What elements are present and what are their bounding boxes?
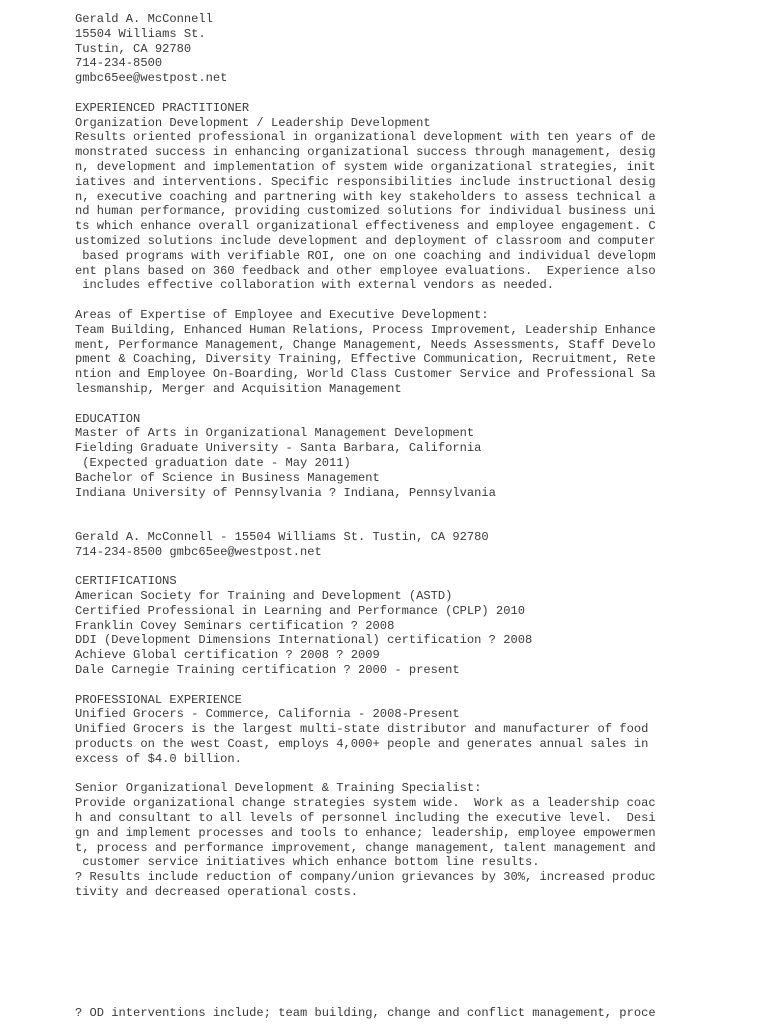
company-line: excess of $4.0 billion. bbox=[75, 751, 242, 766]
contact-street: 15504 Williams St. bbox=[75, 26, 206, 41]
section-subheading: Organization Development / Leadership Development bbox=[75, 115, 431, 130]
summary-line: Results oriented professional in organizational development with ten years of de bbox=[75, 130, 656, 145]
resume-document bbox=[75, 12, 675, 900]
certification-line: Certified Professional in Learning and Performance (CPLP) 2010 bbox=[75, 603, 525, 618]
summary-line: monstrated success in enhancing organizational success through management, desig bbox=[75, 145, 656, 160]
expertise-section bbox=[75, 308, 675, 397]
section-heading: PROFESSIONAL EXPERIENCE bbox=[75, 692, 242, 707]
company-line: Unified Grocers - Commerce, California - 2008-Present bbox=[75, 707, 460, 722]
summary-line: ent plans based on 360 feedback and other employee evaluations. Experience also bbox=[75, 263, 656, 278]
certification-line: DDI (Development Dimensions International) certification ? 2008 bbox=[75, 633, 533, 648]
expertise-line: pment & Coaching, Diversity Training, Effective Communication, Recruitment, Rete bbox=[75, 352, 656, 367]
summary-line: nd human performance, providing customized solutions for individual business uni bbox=[75, 204, 656, 219]
role-title: Senior Organizational Development & Training Specialist: bbox=[75, 781, 482, 796]
expertise-line: ment, Performance Management, Change Management, Needs Assessments, Staff Develo bbox=[75, 337, 656, 352]
section-heading: EXPERIENCED PRACTITIONER bbox=[75, 100, 250, 115]
summary-line: ts which enhance overall organizational effectiveness and employee engagement. C bbox=[75, 219, 656, 234]
expertise-line: lesmanship, Merger and Acquisition Management bbox=[75, 381, 402, 396]
role-line: Provide organizational change strategies system wide. Work as a leadership coac bbox=[75, 796, 656, 811]
company-line: Unified Grocers is the largest multi-state distributor and manufacturer of food bbox=[75, 722, 649, 737]
summary-line: based programs with verifiable ROI, one on one coaching and individual developm bbox=[75, 248, 656, 263]
education-line: Master of Arts in Organizational Management Development bbox=[75, 426, 475, 441]
page-header-line: 714-234-8500 gmbc65ee@westpost.net bbox=[75, 544, 322, 559]
role-line: gn and implement processes and tools to enhance; leadership, employee empowermen bbox=[75, 825, 656, 840]
role-line: t, process and performance improvement, change management, talent management and bbox=[75, 840, 656, 855]
education-line: Fielding Graduate University - Santa Barbara, California bbox=[75, 441, 482, 456]
certification-line: Franklin Covey Seminars certification ? 2008 bbox=[75, 618, 395, 633]
summary-line: n, development and implementation of system wide organizational strategies, init bbox=[75, 159, 656, 174]
role-line: customer service initiatives which enhance bottom line results. bbox=[75, 855, 540, 870]
role-line: ? Results include reduction of company/union grievances by 30%, increased produc bbox=[75, 870, 656, 885]
company-line: products on the west Coast, employs 4,000+ people and generates annual sales in bbox=[75, 737, 649, 752]
expertise-line: Team Building, Enhanced Human Relations, Process Improvement, Leadership Enhance bbox=[75, 322, 656, 337]
contact-name: Gerald A. McConnell bbox=[75, 12, 213, 26]
contact-email: gmbc65ee@westpost.net bbox=[75, 71, 228, 86]
education-line: Bachelor of Science in Business Management bbox=[75, 470, 380, 485]
education-line: (Expected graduation date - May 2011) bbox=[75, 455, 351, 470]
summary-line: ustomized solutions include development and deployment of classroom and computer bbox=[75, 233, 656, 248]
section-heading: EDUCATION bbox=[75, 411, 141, 426]
expertise-line: ntion and Employee On-Boarding, World Class Customer Service and Professional Sa bbox=[75, 367, 656, 382]
section-heading: CERTIFICATIONS bbox=[75, 574, 177, 589]
education-section bbox=[75, 412, 675, 501]
education-line: Indiana University of Pennsylvania ? Indiana, Pennsylvania bbox=[75, 485, 496, 500]
summary-section bbox=[75, 101, 675, 293]
page-header bbox=[75, 530, 675, 560]
page-header-line: Gerald A. McConnell - 15504 Williams St. Tustin, CA 92780 bbox=[75, 529, 489, 544]
summary-line: includes effective collaboration with external vendors as needed. bbox=[75, 278, 554, 293]
bottom-continuation-line: ? OD interventions include; team building, change and conflict management, proce bbox=[75, 1006, 656, 1020]
contact-block bbox=[75, 12, 675, 86]
role-line: tivity and decreased operational costs. bbox=[75, 885, 359, 900]
experience-section bbox=[75, 693, 675, 900]
summary-line: iatives and interventions. Specific responsibilities include instructional desig bbox=[75, 174, 656, 189]
section-heading: Areas of Expertise of Employee and Executive Development: bbox=[75, 307, 489, 322]
summary-line: n, executive coaching and partnering with key stakeholders to assess technical a bbox=[75, 189, 656, 204]
role-line: h and consultant to all levels of personnel including the executive level. Desi bbox=[75, 811, 656, 826]
contact-city: Tustin, CA 92780 bbox=[75, 41, 192, 56]
certification-line: American Society for Training and Development (ASTD) bbox=[75, 589, 453, 604]
certification-line: Achieve Global certification ? 2008 ? 2009 bbox=[75, 648, 380, 663]
contact-phone: 714-234-8500 bbox=[75, 56, 163, 71]
certifications-section bbox=[75, 574, 675, 678]
certification-line: Dale Carnegie Training certification ? 2000 - present bbox=[75, 663, 460, 678]
